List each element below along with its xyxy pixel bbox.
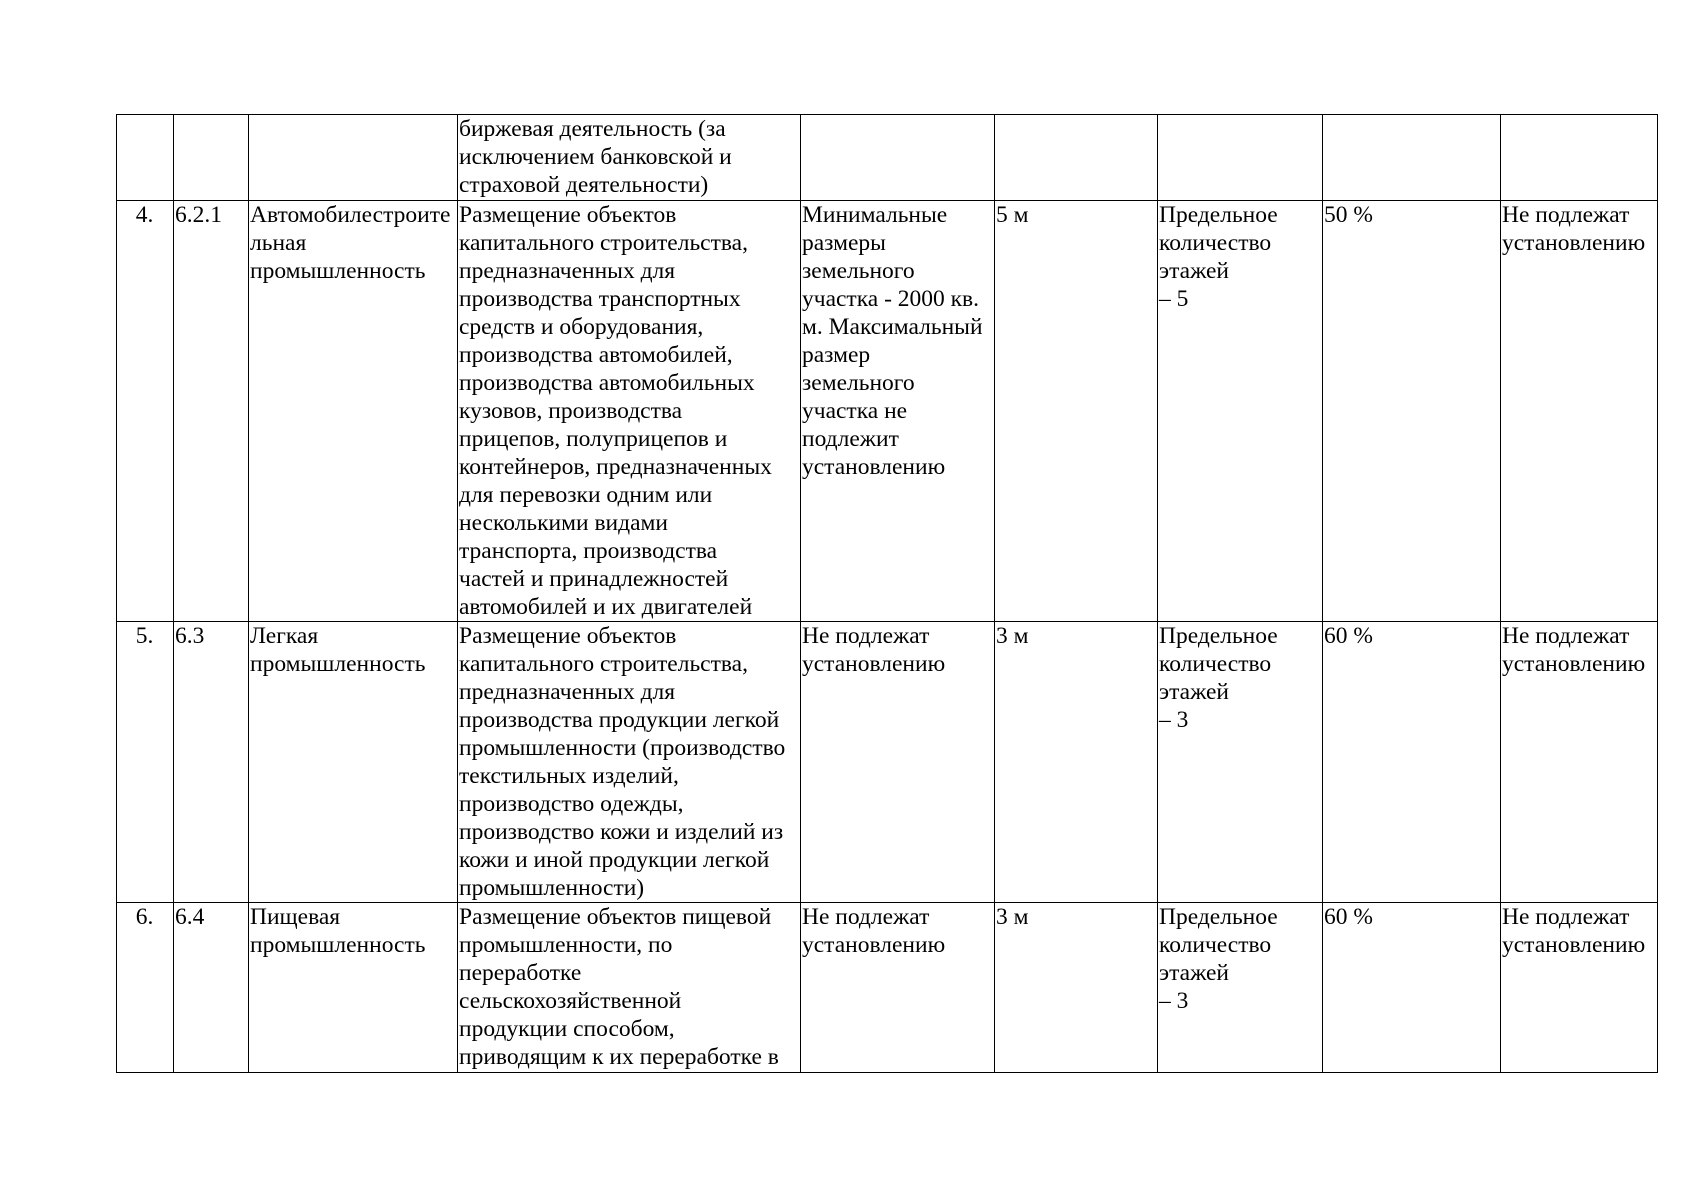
- coverage-cell: 50 %: [1323, 201, 1501, 622]
- row-number-cell: [117, 115, 174, 201]
- coverage-cell: 60 %: [1323, 622, 1501, 903]
- table-row: [117, 201, 1658, 622]
- use-description-cell: Размещение объектов капитального строительства, предназначенных для производства продукции легкой промышленности (производство текстильных изделий, производство одежды, производство кожи и изделий из кожи и иной продукции легкой промышленности): [458, 622, 801, 903]
- zoning-regulations-table: [116, 114, 1658, 1073]
- row-number-cell: 4.: [117, 201, 174, 622]
- use-description-cell: биржевая деятельность (за исключением банковской и страховой деятельности): [458, 115, 801, 201]
- use-code-cell: 6.4: [174, 903, 249, 1073]
- setback-cell: 3 м: [995, 622, 1158, 903]
- plot-size-cell: Не подлежат установлению: [801, 903, 995, 1073]
- floors-cell: [1158, 115, 1323, 201]
- floors-cell: Предельное количество этажей – 3: [1158, 903, 1323, 1073]
- plot-size-cell: [801, 115, 995, 201]
- floors-cell: Предельное количество этажей – 3: [1158, 622, 1323, 903]
- other-parameters-cell: Не подлежат установлению: [1501, 622, 1658, 903]
- use-name-cell: Легкая промышленность: [249, 622, 458, 903]
- row-number-cell: 6.: [117, 903, 174, 1073]
- other-parameters-cell: Не подлежат установлению: [1501, 903, 1658, 1073]
- use-code-cell: [174, 115, 249, 201]
- use-name-cell: Пищевая промышленность: [249, 903, 458, 1073]
- use-description-cell: Размещение объектов пищевой промышленности, по переработке сельскохозяйственной продукции способом, приводящим к их переработке в: [458, 903, 801, 1073]
- row-number-cell: 5.: [117, 622, 174, 903]
- setback-cell: 5 м: [995, 201, 1158, 622]
- coverage-cell: [1323, 115, 1501, 201]
- plot-size-cell: Минимальные размеры земельного участка - 2000 кв. м. Максимальный размер земельного участка не подлежит установлению: [801, 201, 995, 622]
- table-row: [117, 622, 1658, 903]
- coverage-cell: 60 %: [1323, 903, 1501, 1073]
- setback-cell: 3 м: [995, 903, 1158, 1073]
- floors-cell: Предельное количество этажей – 5: [1158, 201, 1323, 622]
- plot-size-cell: Не подлежат установлению: [801, 622, 995, 903]
- setback-cell: [995, 115, 1158, 201]
- use-name-cell: Автомобилестроите льная промышленность: [249, 201, 458, 622]
- use-name-cell: [249, 115, 458, 201]
- other-parameters-cell: Не подлежат установлению: [1501, 201, 1658, 622]
- other-parameters-cell: [1501, 115, 1658, 201]
- table-row: [117, 115, 1658, 201]
- use-description-cell: Размещение объектов капитального строительства, предназначенных для производства транспортных средств и оборудования, производства автомобилей, производства автомобильных кузовов, производства прицепов, полуприцепов и контейнеров, предназначенных для перевозки одним или несколькими видами транспорта, производства частей и принадлежностей автомобилей и их двигателей: [458, 201, 801, 622]
- table-row: [117, 903, 1658, 1073]
- use-code-cell: 6.2.1: [174, 201, 249, 622]
- use-code-cell: 6.3: [174, 622, 249, 903]
